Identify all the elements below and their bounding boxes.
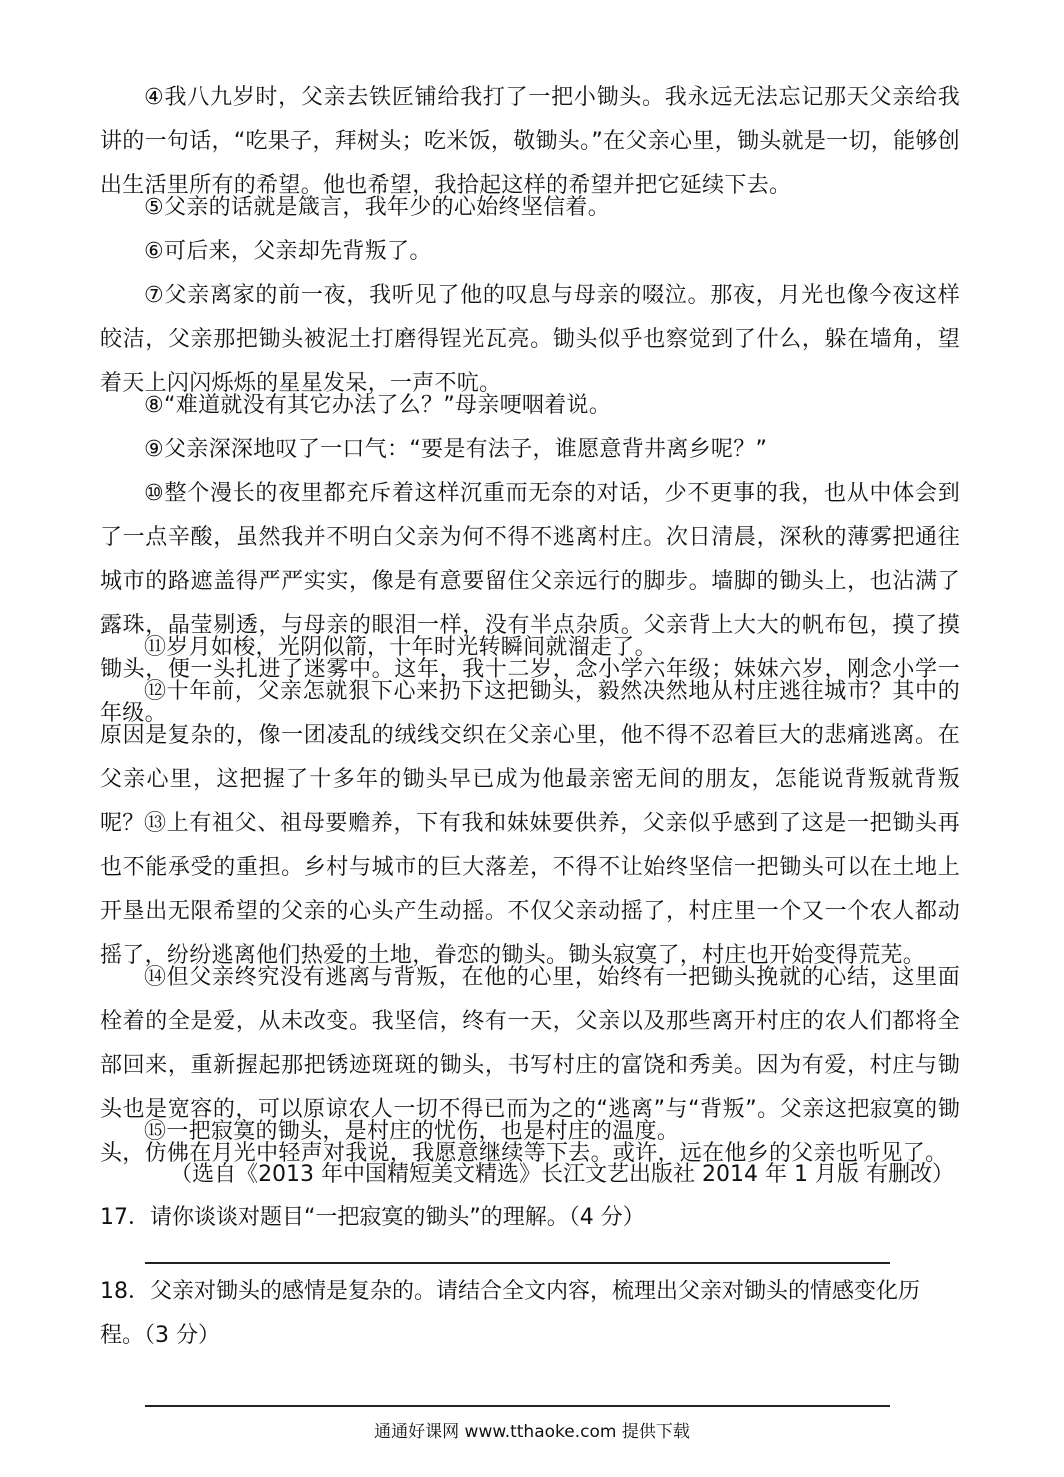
paragraph-15: ⑮一把寂寞的锄头，是村庄的忧伤，也是村庄的温度。	[144, 1119, 680, 1144]
paragraph-11: ⑪岁月如梭，光阴似箭，十年时光转瞬间就溜走了。	[144, 635, 657, 660]
question-17: 17．请你谈谈对题目“一把寂寞的锄头”的理解。（4 分）	[100, 1205, 645, 1230]
paragraph-12: ⑫十年前，父亲怎就狠下心来扔下这把锄头，毅然决然地从村庄逃往城市？其中的原因是复杂的，像一团凌乱的绒线交织在父亲心里，他不得不忍着巨大的悲痛逃离。在父亲心里，这把握了十多年的锄头早已成为他最亲密无间的朋友，怎能说背叛就背叛呢？	[100, 679, 960, 836]
question-18: 18．父亲对锄头的感情是复杂的。请结合全文内容，梳理出父亲对锄头的情感变化历程。（3 分）	[100, 1279, 920, 1348]
paragraph-14: ⑭但父亲终究没有逃离与背叛，在他的心里，始终有一把锄头挽就的心结，这里面栓着的全是爱，从未改变。我坚信，终有一天，父亲以及那些离开村庄的农人们都将全部回来，重新握起那把锈迹斑斑的锄头，书写村庄的富饶和秀美。因为有爱，村庄与锄头也是宽容的，可以原谅农人一切不得已而为之的“逃离”与“背叛”。父亲这把寂寞的锄头，仿佛在月光中轻声对我说，我愿意继续等下去。或许，远在他乡的父亲也听见了。	[100, 965, 960, 1166]
paragraph-6: ⑥可后来，父亲却先背叛了。	[144, 239, 432, 264]
paragraph-8: ⑧“难道就没有其它办法了么？”母亲哽咽着说。	[144, 393, 612, 418]
answer-line-18	[145, 1405, 890, 1407]
paragraph-4: ④我八九岁时，父亲去铁匠铺给我打了一把小锄头。我永远无法忘记那天父亲给我讲的一句话，“吃果子，拜树头；吃米饭，敬锄头。”在父亲心里，锄头就是一切，能够创出生活里所有的希望。他也希望，我拾起这样的希望并把它延续下去。	[100, 85, 960, 198]
paragraph-9: ⑨父亲深深地叹了一口气：“要是有法子，谁愿意背井离乡呢？”	[144, 437, 768, 462]
page-footer: 通通好课网 www.tthaoke.com 提供下载	[374, 1422, 690, 1442]
paragraph-13: ⑬上有祖父、祖母要赡养，下有我和妹妹要供养，父亲似乎感到了这是一把锄头再也不能承受的重担。乡村与城市的巨大落差，不得不让始终坚信一把锄头可以在土地上开垦出无限希望的父亲的心头产生动摇。不仅父亲动摇了，村庄里一个又一个农人都动摇了，纷纷逃离他们热爱的土地，眷恋的锄头。锄头寂寞了，村庄也开始变得荒芜。	[100, 811, 960, 968]
paragraph-10: ⑩整个漫长的夜里都充斥着这样沉重而无奈的对话，少不更事的我，也从中体会到了一点辛酸，虽然我并不明白父亲为何不得不逃离村庄。次日清晨，深秋的薄雾把通往城市的路遮盖得严严实实，像是有意要留住父亲远行的脚步。墙脚的锄头上，也沾满了露珠，晶莹剔透，与母亲的眼泪一样，没有半点杂质。父亲背上大大的帆布包，摸了摸锄头，便一头扎进了迷雾中。这年，我十二岁，念小学六年级；妹妹六岁，刚念小学一年级。	[100, 481, 960, 726]
paragraph-7: ⑦父亲离家的前一夜，我听见了他的叹息与母亲的啜泣。那夜，月光也像今夜这样皎洁，父亲那把锄头被泥土打磨得锃光瓦亮。锄头似乎也察觉到了什么，躲在墙角，望着天上闪闪烁烁的星星发呆，一声不吭。	[100, 283, 960, 396]
answer-line-17	[145, 1262, 890, 1264]
source-citation: （选自《2013 年中国精短美文精选》长江文艺出版社 2014 年 1 月版 有删改）	[170, 1162, 954, 1187]
paragraph-5: ⑤父亲的话就是箴言，我年少的心始终坚信着。	[144, 195, 611, 220]
